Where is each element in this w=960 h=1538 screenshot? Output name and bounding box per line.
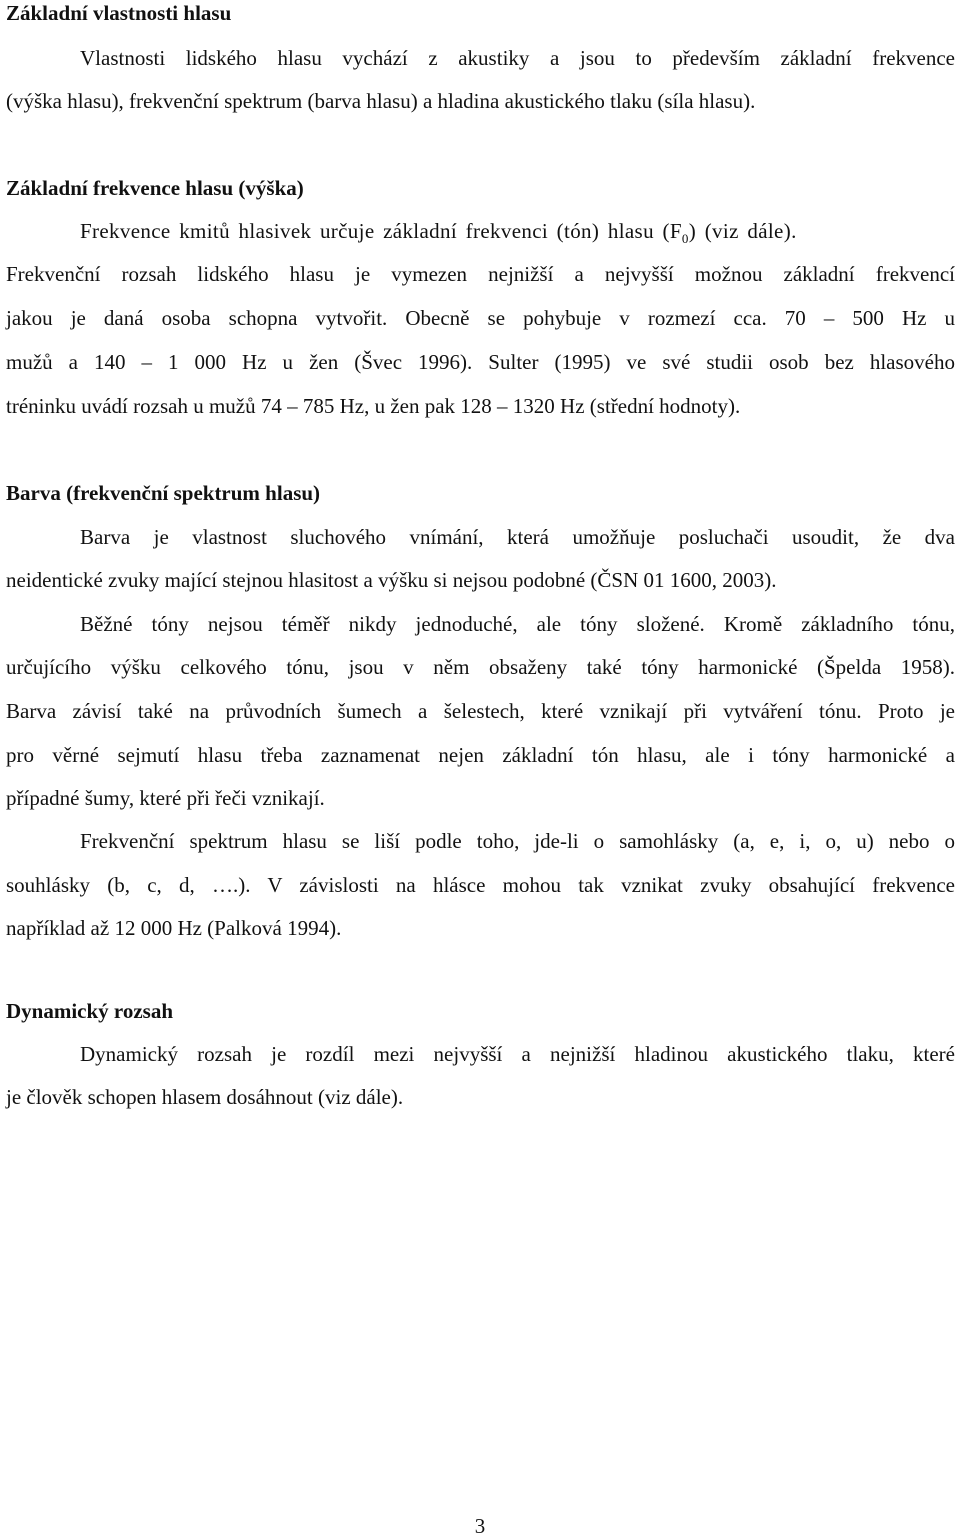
text-line: je člověk schopen hlasem dosáhnout (viz dále). <box>6 1085 404 1109</box>
heading-barva: Barva (frekvenční spektrum hlasu) <box>6 481 321 505</box>
text-line: Frekvenční rozsah lidského hlasu je vymezen nejnižší a nejvyšší možnou základní frekvencí <box>6 262 955 286</box>
heading-zakladni-frekvence: Základní frekvence hlasu (výška) <box>6 176 304 200</box>
text-line: Běžné tóny nejsou téměř nikdy jednoduché, ale tóny složené. Kromě základního tónu, <box>80 612 955 636</box>
text-fragment: Frekvence kmitů hlasivek určuje základní frekvenci (tón) hlasu (F <box>80 219 682 243</box>
text-line: Frekvenční spektrum hlasu se liší podle toho, jde-li o samohlásky (a, e, i, o, u) nebo o <box>80 829 955 853</box>
text-line: tréninku uvádí rozsah u mužů 74 – 785 Hz, u žen pak 128 – 1320 Hz (střední hodnoty). <box>6 394 741 418</box>
text-line: Vlastnosti lidského hlasu vychází z akustiky a jsou to především základní frekvence <box>80 46 955 70</box>
text-line: Barva je vlastnost sluchového vnímání, která umožňuje posluchači usoudit, že dva <box>80 525 955 549</box>
text-line: mužů a 140 – 1 000 Hz u žen (Švec 1996). Sulter (1995) ve své studii osob bez hlasového <box>6 350 955 374</box>
text-line: Barva závisí také na průvodních šumech a šelestech, které vznikají při vytváření tónu. Proto je <box>6 699 955 723</box>
text-fragment: ) (viz dále). <box>688 219 797 243</box>
text-line <box>80 219 797 247</box>
text-line: neidentické zvuky mající stejnou hlasitost a výšku si nejsou podobné (ČSN 01 1600, 2003). <box>6 568 777 592</box>
text-line: Dynamický rozsah je rozdíl mezi nejvyšší a nejnižší hladinou akustického tlaku, které <box>80 1042 955 1066</box>
text-line: případné šumy, které při řeči vznikají. <box>6 786 325 810</box>
page-number: 3 <box>474 1514 486 1538</box>
heading-dynamicky-rozsah: Dynamický rozsah <box>6 999 174 1023</box>
text-line: pro věrné sejmutí hlasu třeba zaznamenat nejen základní tón hlasu, ale i tóny harmonické a <box>6 743 955 767</box>
text-line: jakou je daná osoba schopna vytvořit. Obecně se pohybuje v rozmezí cca. 70 – 500 Hz u <box>6 306 955 330</box>
text-line: například až 12 000 Hz (Palková 1994). <box>6 916 342 940</box>
text-line: (výška hlasu), frekvenční spektrum (barva hlasu) a hladina akustického tlaku (síla hlasu). <box>6 89 756 113</box>
subscript-zero: 0 <box>681 231 689 247</box>
text-line: souhlásky (b, c, d, ….). V závislosti na hlásce mohou tak vznikat zvuky obsahující frekvence <box>6 873 955 897</box>
heading-zakladni-vlastnosti: Základní vlastnosti hlasu <box>6 1 232 25</box>
text-line: určujícího výšku celkového tónu, jsou v něm obsaženy také tóny harmonické (Špelda 1958). <box>6 655 955 679</box>
